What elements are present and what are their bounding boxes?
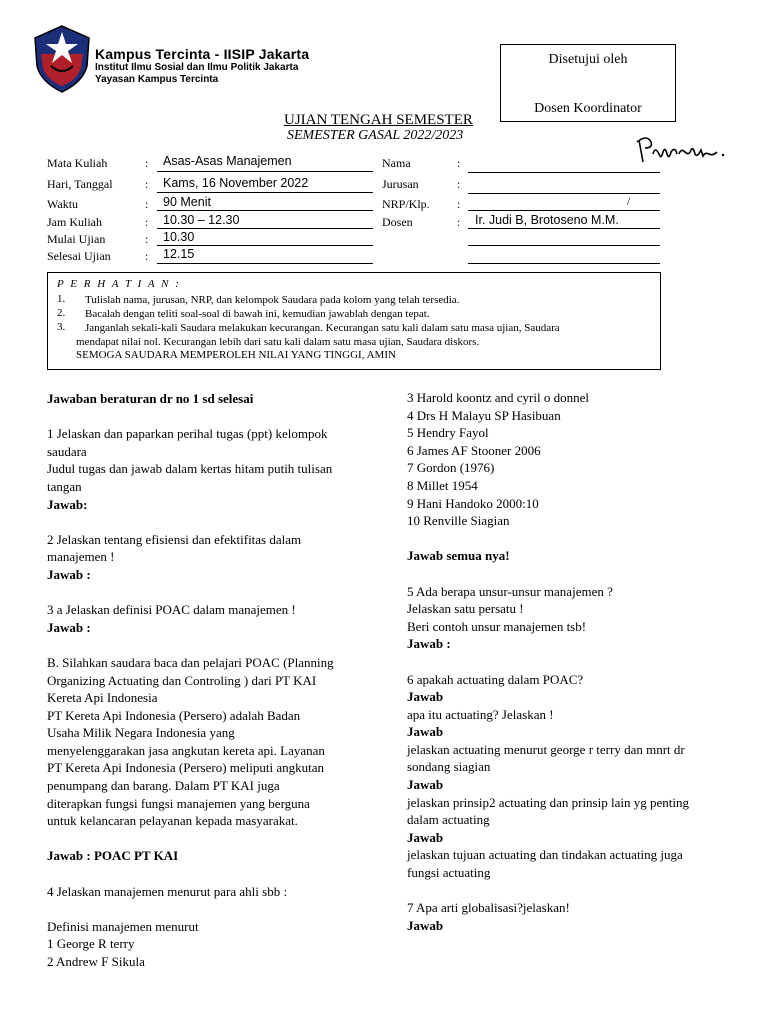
text-line: penumpang dan barang. Dalam PT KAI juga bbox=[47, 778, 280, 794]
text-line: Jawaban beraturan dr no 1 sd selesai bbox=[47, 391, 254, 406]
text-line: Jawab bbox=[407, 829, 444, 845]
text-line: Jawab bbox=[407, 724, 444, 740]
exam-subtitle: SEMESTER GASAL 2022/2023 bbox=[287, 128, 464, 143]
blank-line bbox=[47, 584, 377, 602]
lecturer-value: Ir. Judi B, Brotoseno M.M. bbox=[475, 213, 619, 227]
text-line: Kereta Api Indonesia bbox=[47, 690, 158, 706]
exam-start-label: Mulai Ujian bbox=[47, 232, 106, 246]
coordinator-label: Dosen Koordinator bbox=[534, 101, 642, 116]
text-line: diterapkan fungsi fungsi manajemen yang berguna bbox=[47, 795, 310, 811]
field-underline bbox=[468, 263, 660, 264]
left-column bbox=[47, 390, 377, 971]
text-line: jelaskan actuating menurut george r terry dan mnrt dr bbox=[407, 741, 685, 757]
colon: : bbox=[145, 156, 149, 170]
text-line: Definisi manajemen menurut bbox=[47, 918, 199, 934]
text-line: 10 Renville Siagian bbox=[407, 513, 510, 529]
text-line: Jawab : POAC PT KAI bbox=[47, 848, 179, 864]
field-underline bbox=[157, 245, 373, 246]
text-line: untuk kelancaran pelayanan kepada masyarakat. bbox=[47, 813, 298, 829]
text-line: 8 Millet 1954 bbox=[407, 477, 478, 493]
text-line: PT Kereta Api Indonesia (Persero) adalah Badan bbox=[47, 707, 301, 723]
field-underline bbox=[468, 210, 660, 211]
nrp-label: NRP/Klp. bbox=[382, 197, 430, 211]
notice-title: P E R H A T I A N : bbox=[57, 278, 179, 290]
nrp-value: / bbox=[627, 194, 631, 208]
colon: : bbox=[457, 156, 461, 170]
text-line: Judul tugas dan jawab dalam kertas hitam putih tulisan bbox=[47, 461, 333, 477]
text-line: 7 Gordon (1976) bbox=[407, 460, 495, 476]
notice-closing: SEMOGA SAUDARA MEMPEROLEH NILAI YANG TINGGI, AMIN bbox=[76, 349, 396, 361]
text-line: 6 apakah actuating dalam POAC? bbox=[407, 671, 584, 687]
exam-title: UJIAN TENGAH SEMESTER bbox=[284, 112, 473, 128]
text-line: 4 Jelaskan manajemen menurut para ahli sbb : bbox=[47, 883, 288, 899]
colon: : bbox=[145, 197, 149, 211]
exam-start-value: 10.30 bbox=[163, 230, 195, 244]
text-line: Jawab: bbox=[47, 496, 88, 512]
text-line: saudara bbox=[47, 443, 87, 459]
notice-box: P E R H A T I A N : 1. Tulislah nama, jurusan, NRP, dan kelompok Saudara pada kolom yang telah tersedia. 2. Bacalah dengan teliti soal-soal di bawah ini, kemudian jawablah dengan tepat. 3. Janganlah sekali-kali Saudara melakukan kecurangan. Kecurangan satu kali dalam satu masa ujian, Saudara mendapat nilai nol. Kecurangan lebih dari satu kali dalam satu masa ujian, Saudara diskors. SEMOGA SAUDARA MEMPEROLEH NILAI YANG TINGGI, AMIN bbox=[47, 272, 661, 370]
approval-box bbox=[500, 44, 676, 122]
name-label: Nama bbox=[382, 156, 411, 170]
text-line: manajemen ! bbox=[47, 549, 115, 565]
course-value: Asas-Asas Manajemen bbox=[163, 154, 292, 168]
colon: : bbox=[145, 232, 149, 246]
exam-end-value: 12.15 bbox=[163, 247, 195, 261]
text-line: 2 Andrew F Sikula bbox=[47, 954, 145, 969]
field-underline bbox=[157, 263, 373, 264]
text-line: 3 Harold koontz and cyril o donnel bbox=[407, 390, 589, 405]
text-line: Jelaskan satu persatu ! bbox=[407, 601, 524, 617]
course-label: Mata Kuliah bbox=[47, 156, 108, 170]
text-line: Jawab : bbox=[47, 566, 91, 582]
field-underline bbox=[468, 193, 660, 194]
field-underline bbox=[468, 245, 660, 246]
text-line: 1 George R terry bbox=[47, 936, 135, 952]
field-underline bbox=[468, 228, 660, 229]
colon: : bbox=[457, 197, 461, 211]
text-line: Jawab bbox=[407, 777, 444, 793]
blank-line bbox=[47, 636, 377, 654]
text-line: menyelenggarakan jasa angkutan kereta api. Layanan bbox=[47, 742, 325, 758]
class-time-label: Jam Kuliah bbox=[47, 215, 102, 229]
text-line: 9 Hani Handoko 2000:10 bbox=[407, 495, 539, 511]
foundation-name: Yayasan Kampus Tercinta bbox=[95, 74, 219, 85]
text-line: 7 Apa arti globalisasi?jelaskan! bbox=[407, 900, 570, 916]
blank-line bbox=[47, 408, 377, 426]
text-line: Jawab bbox=[407, 689, 444, 705]
text-line: 4 Drs H Malayu SP Hasibuan bbox=[407, 407, 561, 423]
right-column bbox=[407, 389, 747, 934]
text-line: tangan bbox=[47, 478, 82, 494]
institution-name: Kampus Tercinta - IISIP Jakarta bbox=[95, 46, 310, 62]
blank-line bbox=[47, 830, 377, 848]
text-line: PT Kereta Api Indonesia (Persero) meliputi angkutan bbox=[47, 760, 325, 776]
blank-line bbox=[47, 513, 377, 531]
colon: : bbox=[457, 215, 461, 229]
duration-value: 90 Menit bbox=[163, 195, 211, 209]
text-line: Jawab bbox=[407, 917, 444, 933]
blank-line bbox=[407, 882, 747, 900]
field-underline bbox=[157, 228, 373, 229]
text-line: fungsi actuating bbox=[407, 865, 491, 881]
text-line: Usaha Milik Negara Indonesia yang bbox=[47, 725, 235, 741]
text-line: jelaskan tujuan actuating dan tindakan actuating juga bbox=[407, 847, 683, 863]
colon: : bbox=[145, 215, 149, 229]
institution-subtitle: Institut Ilmu Sosial dan Ilmu Politik Jakarta bbox=[95, 62, 299, 73]
text-line: Organizing Actuating dan Controling ) dari PT KAI bbox=[47, 672, 317, 688]
blank-line bbox=[407, 565, 747, 583]
exam-end-label: Selesai Ujian bbox=[47, 249, 111, 263]
date-value: Kams, 16 November 2022 bbox=[163, 176, 309, 190]
text-line: 5 Hendry Fayol bbox=[407, 425, 489, 441]
text-line: 3 a Jelaskan definisi POAC dalam manajemen ! bbox=[47, 602, 296, 618]
field-underline bbox=[468, 172, 660, 173]
text-line: dalam actuating bbox=[407, 812, 490, 828]
text-line: Jawab : bbox=[407, 636, 451, 652]
text-line: Jawab semua nya! bbox=[407, 548, 510, 564]
approval-label: Disetujui oleh bbox=[548, 52, 628, 67]
text-line: 1 Jelaskan dan paparkan perihal tugas (ppt) kelompok bbox=[47, 426, 328, 442]
text-line: 5 Ada berapa unsur-unsur manajemen ? bbox=[407, 583, 613, 599]
text-line: Jawab : bbox=[47, 619, 91, 635]
text-line: Beri contoh unsur manajemen tsb! bbox=[407, 618, 587, 634]
university-logo bbox=[33, 24, 91, 94]
field-underline bbox=[157, 171, 373, 172]
lecturer-label: Dosen bbox=[382, 215, 413, 229]
field-underline bbox=[157, 210, 373, 211]
text-line: B. Silahkan saudara baca dan pelajari POAC (Planning bbox=[47, 654, 334, 670]
blank-line bbox=[407, 653, 747, 671]
duration-label: Waktu bbox=[47, 197, 79, 211]
blank-line bbox=[407, 530, 747, 548]
text-line: jelaskan prinsip2 actuating dan prinsip lain yg penting bbox=[407, 794, 689, 810]
text-line: 2 Jelaskan tentang efisiensi dan efektifitas dalam bbox=[47, 531, 302, 547]
blank-line bbox=[47, 865, 377, 883]
blank-line bbox=[47, 900, 377, 918]
signature bbox=[633, 132, 727, 168]
field-underline bbox=[157, 192, 373, 193]
colon: : bbox=[145, 177, 149, 191]
colon: : bbox=[145, 249, 149, 263]
colon: : bbox=[457, 177, 461, 191]
date-label: Hari, Tanggal bbox=[47, 177, 113, 191]
major-label: Jurusan bbox=[382, 177, 419, 191]
class-time-value: 10.30 – 12.30 bbox=[163, 213, 240, 227]
text-line: 6 James AF Stooner 2006 bbox=[407, 442, 541, 458]
text-line: sondang siagian bbox=[407, 759, 491, 775]
text-line: apa itu actuating? Jelaskan ! bbox=[407, 706, 554, 722]
